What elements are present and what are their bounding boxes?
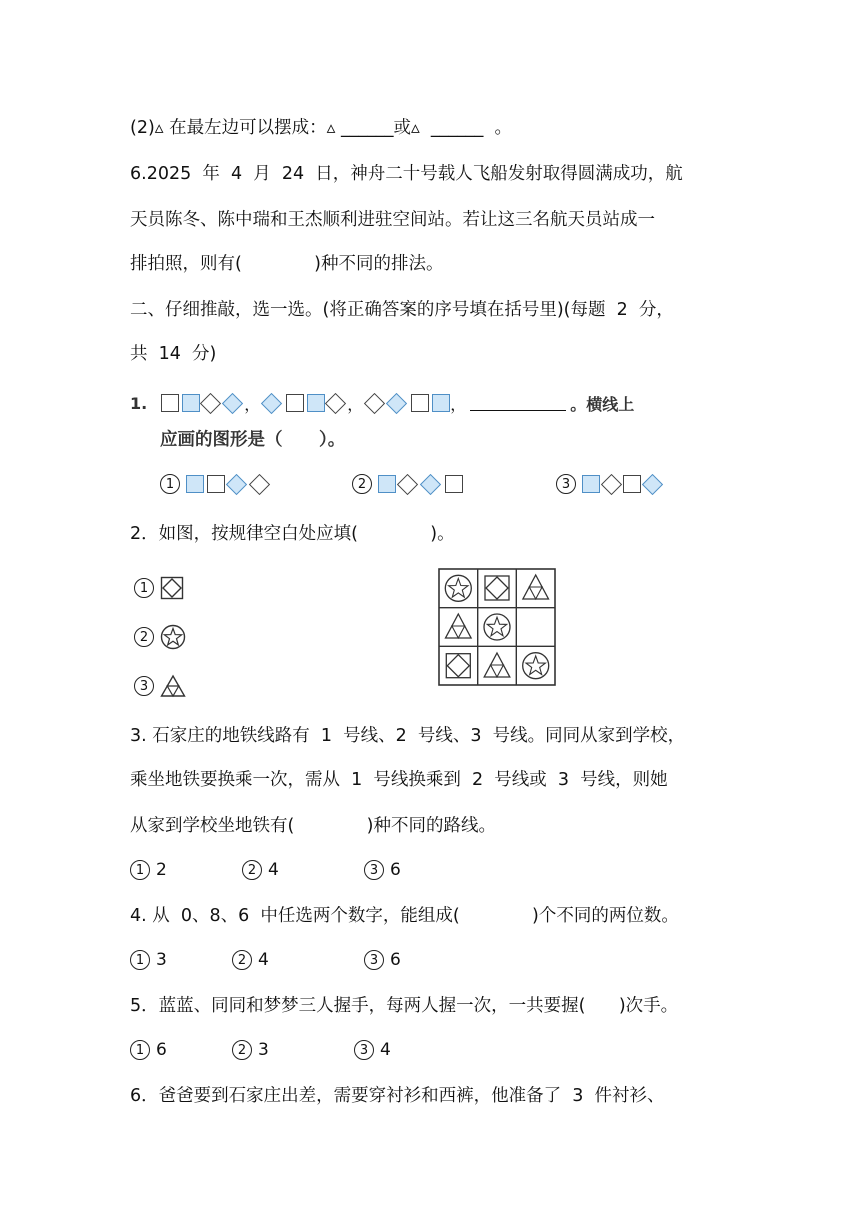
option-mark: 2 <box>232 1040 252 1060</box>
diamond-shape <box>249 473 270 494</box>
q1-separator: ， <box>347 394 364 414</box>
option-mark: 3 <box>556 474 576 494</box>
blue-square-shape <box>186 475 204 493</box>
q5-part2-line: (2)▵ 在最左边可以摆成：▵ ______或▵ ______ 。 <box>130 118 513 138</box>
q1-separator: ， <box>244 394 261 414</box>
option-mark: 3 <box>364 860 384 880</box>
option-mark: 1 <box>130 860 150 880</box>
blue-diamond-shape <box>642 473 663 494</box>
option-value: 3 <box>258 1040 269 1060</box>
q3-option-2[interactable] <box>242 858 279 882</box>
q2-pattern-grid <box>438 568 556 686</box>
blue-square-shape <box>582 475 600 493</box>
q6-line3: 排拍照，则有( )种不同的排法。 <box>130 254 444 274</box>
q4-text: 4. 从 0、8、6 中任选两个数字，能组成( )个不同的两位数。 <box>130 906 679 926</box>
star-in-circle-icon <box>445 575 471 601</box>
blue-square-shape <box>378 475 396 493</box>
diamond-shape <box>364 392 385 413</box>
option-mark: 1 <box>134 578 154 598</box>
option-value: 3 <box>156 950 167 970</box>
square-shape <box>286 394 304 412</box>
square-shape <box>445 475 463 493</box>
q5-option-2[interactable] <box>232 1038 269 1062</box>
q1-answer-blank[interactable] <box>470 396 566 411</box>
option-value: 6 <box>390 860 401 880</box>
circle-diamond-square-icon <box>160 576 184 600</box>
star-in-circle-icon <box>523 653 549 679</box>
q1-tail: 。横线上 <box>570 394 635 414</box>
option-mark: 1 <box>130 1040 150 1060</box>
star-in-circle-icon <box>484 614 510 640</box>
q1-number: 1. <box>130 393 148 413</box>
circle-diamond-square-icon <box>485 576 509 600</box>
blue-square-shape <box>307 394 325 412</box>
q2-text: 2．如图，按规律空白处应填( )。 <box>130 524 455 544</box>
triforce-triangle-icon <box>446 614 472 638</box>
option-value: 6 <box>390 950 401 970</box>
q5-option-3[interactable] <box>354 1038 391 1062</box>
q4-option-3[interactable] <box>364 948 401 972</box>
option-mark: 2 <box>242 860 262 880</box>
option-mark: 3 <box>134 676 154 696</box>
blue-diamond-shape <box>261 392 282 413</box>
q1-option-1[interactable] <box>160 474 271 494</box>
diamond-shape <box>601 473 622 494</box>
option-mark: 2 <box>352 474 372 494</box>
q1-line2: 应画的图形是（ ）。 <box>160 430 346 450</box>
blue-diamond-shape <box>420 473 441 494</box>
option-mark: 1 <box>160 474 180 494</box>
circle-diamond-square-icon <box>446 654 470 678</box>
section-two-heading-cont: 共 14 分) <box>130 344 217 364</box>
option-mark: 3 <box>354 1040 374 1060</box>
star-in-circle-icon <box>160 624 186 650</box>
blue-diamond-shape <box>222 392 243 413</box>
q4-option-1[interactable] <box>130 948 167 972</box>
q2-option-1[interactable] <box>134 576 184 600</box>
q1-option-2[interactable] <box>352 474 463 494</box>
square-shape <box>411 394 429 412</box>
option-value: 4 <box>380 1040 391 1060</box>
q3-option-3[interactable] <box>364 858 401 882</box>
q5-text: 5．蓝蓝、同同和梦梦三人握手，每两人握一次，一共要握( )次手。 <box>130 996 679 1016</box>
q2-option-3[interactable] <box>134 674 186 698</box>
option-value: 6 <box>156 1040 167 1060</box>
q1-separator: ， <box>450 394 467 414</box>
option-mark: 2 <box>134 627 154 647</box>
q2-option-2[interactable] <box>134 624 186 650</box>
blue-diamond-shape <box>386 392 407 413</box>
square-shape <box>207 475 225 493</box>
blue-square-shape <box>432 394 450 412</box>
option-value: 4 <box>258 950 269 970</box>
q6-line2: 天员陈冬、陈中瑞和王杰顺利进驻空间站。若让这三名航天员站成一 <box>130 210 655 230</box>
option-value: 4 <box>268 860 279 880</box>
q6-line1: 6.2025 年 4 月 24 日，神舟二十号载人飞船发射取得圆满成功，航 <box>130 164 683 184</box>
diamond-shape <box>325 392 346 413</box>
triforce-triangle-icon <box>160 674 186 698</box>
q6-text: 6．爸爸要到石家庄出差，需要穿衬衫和西裤，他准备了 3 件衬衫、 <box>130 1086 665 1106</box>
diamond-shape <box>200 392 221 413</box>
option-mark: 2 <box>232 950 252 970</box>
q3-line2: 乘坐地铁要换乘一次，需从 1 号线换乘到 2 号线或 3 号线，则她 <box>130 770 668 790</box>
diamond-shape <box>397 473 418 494</box>
section-two-heading: 二、仔细推敲，选一选。(将正确答案的序号填在括号里)(每题 2 分， <box>130 300 674 320</box>
q3-option-1[interactable] <box>130 858 167 882</box>
q1-option-3[interactable] <box>556 474 664 494</box>
triforce-triangle-icon <box>484 653 510 677</box>
square-shape <box>161 394 179 412</box>
q5-option-1[interactable] <box>130 1038 167 1062</box>
blue-diamond-shape <box>226 473 247 494</box>
q3-line3: 从家到学校坐地铁有( )种不同的路线。 <box>130 816 496 836</box>
q1-pattern-row <box>130 390 634 416</box>
q3-line1: 3. 石家庄的地铁线路有 1 号线、2 号线、3 号线。同同从家到学校， <box>130 726 686 746</box>
q4-option-2[interactable] <box>232 948 269 972</box>
triforce-triangle-icon <box>523 575 549 599</box>
square-shape <box>623 475 641 493</box>
option-mark: 1 <box>130 950 150 970</box>
option-mark: 3 <box>364 950 384 970</box>
option-value: 2 <box>156 860 167 880</box>
blue-square-shape <box>182 394 200 412</box>
